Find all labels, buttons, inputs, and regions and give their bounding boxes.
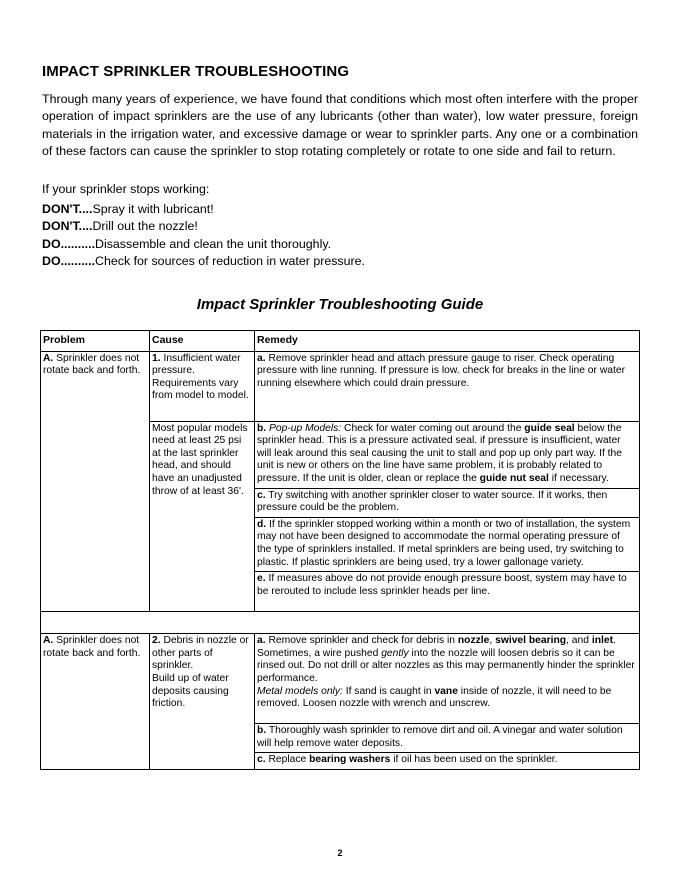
remedy-cell: b. Pop-up Models: Check for water coming out around the guide seal below the sprinkler head. This is a pressure activated seal. if pressure is insufficient, water will leak around this seal causing the unit to stall and pop up only part way. If the unit is new or others on the line have same problem, it is probably related to pressure. If the unit is older, clean or replace the guide nut seal if necessary. [255, 421, 640, 488]
rule-item: DO..........Disassemble and clean the unit thoroughly. [42, 236, 332, 251]
header-remedy: Remedy [255, 331, 640, 352]
remedy-cell: a. Remove sprinkler head and attach pressure gauge to riser. Check operating pressure with line running. If pressure is low. check for breaks in the line or water running elsewhere which could drain pressure. [255, 351, 640, 421]
problem-cell: A. Sprinkler does not rotate back and forth. [41, 634, 150, 770]
spacer-row [41, 612, 640, 634]
cause-cell: 1. Insufficient water pressure. Requirements vary from model to model. [150, 351, 255, 421]
remedy-cell: e. If measures above do not provide enough pressure boost, system may have to be rerouted to include less sprinkler heads per line. [255, 572, 640, 612]
rule-item: DON'T....Drill out the nozzle! [42, 219, 198, 234]
rules-list [42, 201, 365, 271]
table-row [41, 634, 640, 724]
rule-item: DO..........Check for sources of reduction in water pressure. [42, 254, 365, 269]
cause-cell: Most popular models need at least 25 psi at the last sprinkler head, and should have an unadjusted throw of at least 36'. [150, 421, 255, 612]
stops-lead: If your sprinkler stops working: [42, 182, 210, 196]
remedy-cell: a. Remove sprinkler and check for debris in nozzle, swivel bearing, and inlet. Sometimes, a wire pushed gently into the nozzle will loosen debris so it can be rinsed out. Do not drill or alter nozzles as this may permanently hinder the sprinkler performance. Metal models only: If sand is caught in vane inside of nozzle, it will need to be removed. Loosen nozzle with wrench and unscrew. [255, 634, 640, 724]
page-heading: IMPACT SPRINKLER TROUBLESHOOTING [42, 63, 350, 80]
problem-cell: A. Sprinkler does not rotate back and forth. [41, 351, 150, 612]
remedy-cell: c. Try switching with another sprinkler closer to water source. If it works, then pressure could be the problem. [255, 488, 640, 517]
table-header-row [41, 331, 640, 352]
header-problem: Problem [41, 331, 150, 352]
header-cause: Cause [150, 331, 255, 352]
guide-title: Impact Sprinkler Troubleshooting Guide [196, 296, 484, 313]
intro-paragraph: Through many years of experience, we have found that conditions which most often interfere with the proper operation of impact sprinklers are the use of any lubricants (other than water), low water pressure, foreign materials in the irrigation water, and excessive damage or wear to sprinkler parts. Any one or a combination of these factors can cause the sprinkler to stop rotating completely or rotate to one side and fail to return. [42, 92, 638, 159]
troubleshooting-table [40, 330, 640, 770]
table-row [41, 351, 640, 421]
page-number: 2 [337, 848, 343, 858]
rule-item: DON'T....Spray it with lubricant! [42, 202, 214, 216]
remedy-cell: d. If the sprinkler stopped working within a month or two of installation, the system may not have been designed to accommodate the normal operating pressure of the type of sprinklers installed. If metal sprinklers are being used, try switching to plastic. If plastic sprinklers are being used, try a lower gallonage variety. [255, 517, 640, 571]
cause-cell: 2. Debris in nozzle or other parts of sprinkler. Build up of water deposits causing friction. [150, 634, 255, 770]
remedy-cell: b. Thoroughly wash sprinkler to remove dirt and oil. A vinegar and water solution will help remove water deposits. [255, 724, 640, 753]
remedy-cell: c. Replace bearing washers if oil has been used on the sprinkler. [255, 753, 640, 770]
